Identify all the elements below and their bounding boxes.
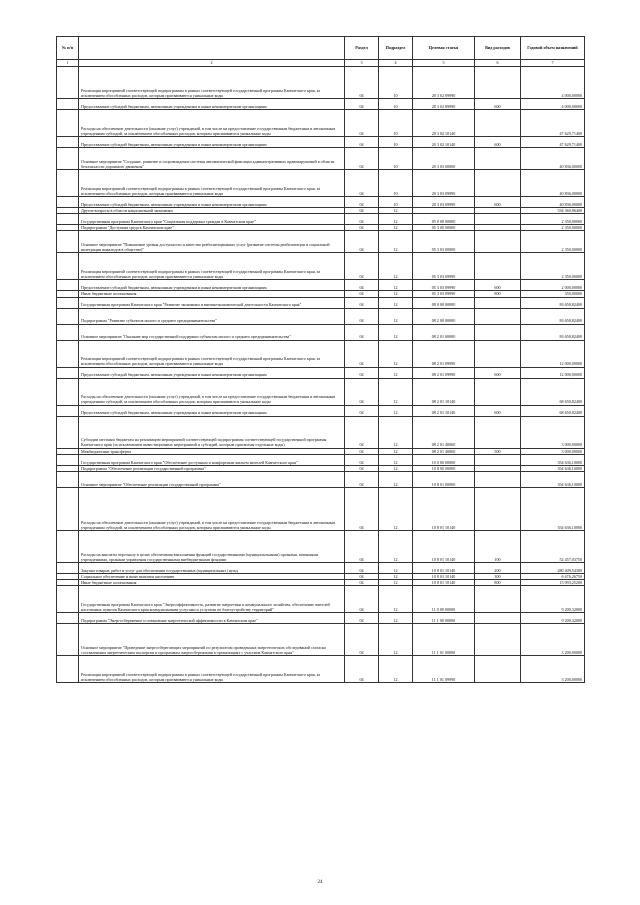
row-razdel: 04 (345, 656, 379, 683)
row-description: Расходы на обеспечение деятельности (оказание услуг) учреждений, в том числе на предоставление государственным бюджетным и автономным учреждениям субсидий, за исключением обособленных расходов, которым присваиваются уникальные коды (79, 488, 345, 531)
row-razdel: 04 (345, 340, 379, 367)
row-amount: 9 200,32000 (521, 586, 585, 613)
row-target-article: 10 8 01 10140 (413, 574, 475, 580)
row-number (57, 197, 79, 208)
row-amount: 3 000,00000 (521, 448, 585, 454)
row-razdel: 04 (345, 170, 379, 197)
row-description: Основное мероприятие "Обеспечение реализации государственной программы" (79, 472, 345, 488)
row-number (57, 563, 79, 574)
row-expense-type (475, 110, 521, 137)
row-target-article: 10 8 00 00000 (413, 465, 475, 471)
row-number (57, 99, 79, 110)
row-razdel: 04 (345, 225, 379, 231)
row-amount: 354 636,10000 (521, 488, 585, 531)
row-expense-type (475, 253, 521, 280)
row-expense-type (475, 340, 521, 367)
row-expense-type (475, 170, 521, 197)
row-podrazdel: 12 (379, 308, 413, 324)
table-row (57, 416, 585, 448)
row-description: Реализация мероприятий соответствующей подпрограммы в рамках соответствующей государственной программы Камчатского края, за исключением обособленных расходов, которым присваиваются уникальные коды (79, 253, 345, 280)
row-description: Иные бюджетные ассигнования (79, 291, 345, 297)
row-razdel: 04 (345, 488, 379, 531)
row-amount: 68 650,82400 (521, 405, 585, 416)
row-amount: 12 000,00000 (521, 340, 585, 367)
row-number (57, 378, 79, 405)
row-target-article: 08 2 01 00000 (413, 324, 475, 340)
row-target-article: 20 3 02 10140 (413, 137, 475, 148)
row-razdel: 04 (345, 110, 379, 137)
table-row (57, 110, 585, 137)
row-target-article: 05 3 03 09990 (413, 280, 475, 291)
row-number (57, 613, 79, 624)
row-expense-type (475, 231, 521, 253)
row-amount: 6 676,26750 (521, 574, 585, 580)
row-number (57, 231, 79, 253)
row-target-article: 20 3 02 09990 (413, 99, 475, 110)
table-row (57, 137, 585, 148)
row-target-article: 05 3 03 09990 (413, 291, 475, 297)
column-index: 2 (79, 60, 345, 67)
row-expense-type: 500 (475, 448, 521, 454)
row-amount: 3 000,00000 (521, 416, 585, 448)
table-row (57, 214, 585, 225)
row-razdel: 04 (345, 137, 379, 148)
row-description: Реализация мероприятий соответствующей подпрограммы в рамках соответствующей государственной программы Камчатского края, за исключением обособленных расходов, которым присваиваются уникальные коды (79, 170, 345, 197)
row-description: Иные бюджетные ассигнования (79, 580, 345, 586)
table-row (57, 488, 585, 531)
table-row (57, 378, 585, 405)
row-amount: 40 836,00000 (521, 170, 585, 197)
row-amount: 350,00000 (521, 291, 585, 297)
row-amount: 280 409,54300 (521, 563, 585, 574)
row-target-article: 08 2 01 10140 (413, 405, 475, 416)
row-description: Межбюджетные трансферты (79, 448, 345, 454)
table-row (57, 367, 585, 378)
row-expense-type (475, 308, 521, 324)
table-row (57, 148, 585, 170)
row-podrazdel: 12 (379, 448, 413, 454)
table-row (57, 624, 585, 656)
row-number (57, 297, 79, 308)
table-row (57, 170, 585, 197)
row-podrazdel: 12 (379, 324, 413, 340)
row-expense-type (475, 586, 521, 613)
row-target-article: 11 1 01 09990 (413, 656, 475, 683)
row-description: Социальное обеспечение и иные выплаты населению (79, 574, 345, 580)
table-row (57, 563, 585, 574)
row-razdel: 04 (345, 297, 379, 308)
table-row (57, 656, 585, 683)
row-expense-type: 600 (475, 367, 521, 378)
row-number (57, 170, 79, 197)
row-expense-type: 600 (475, 137, 521, 148)
row-description: Подпрограмма "Обеспечение реализации государственной программы" (79, 465, 345, 471)
row-podrazdel: 12 (379, 280, 413, 291)
row-podrazdel: 10 (379, 99, 413, 110)
column-index: 5 (413, 60, 475, 67)
row-podrazdel: 12 (379, 378, 413, 405)
row-amount: 68 650,82400 (521, 378, 585, 405)
row-podrazdel: 12 (379, 214, 413, 225)
row-target-article: 20 3 03 09990 (413, 197, 475, 208)
row-expense-type (475, 624, 521, 656)
row-amount: 40 836,00000 (521, 197, 585, 208)
row-amount: 2 350,00000 (521, 231, 585, 253)
row-podrazdel: 12 (379, 574, 413, 580)
row-podrazdel: 10 (379, 67, 413, 99)
row-podrazdel: 12 (379, 580, 413, 586)
page-number: 24 (317, 880, 323, 885)
row-target-article: 20 3 03 09990 (413, 170, 475, 197)
row-podrazdel: 12 (379, 231, 413, 253)
row-description: Основное мероприятие "Проведение энергосберегающих мероприятий по результатам проведенных энергетических обследований согласно составленным энергетическим паспортам и программам энергосбережения в организациях с участием Камчатского края" (79, 624, 345, 656)
row-target-article: 11 1 00 00000 (413, 613, 475, 624)
row-razdel: 04 (345, 448, 379, 454)
row-number (57, 656, 79, 683)
row-expense-type: 600 (475, 99, 521, 110)
row-expense-type (475, 488, 521, 531)
table-row (57, 297, 585, 308)
row-description: Предоставление субсидий бюджетным, автономным учреждениям и иным некоммерческим организациям (79, 197, 345, 208)
row-razdel: 04 (345, 531, 379, 563)
row-target-article: 20 3 03 00000 (413, 148, 475, 170)
row-description: Другие вопросы в области национальной экономики (79, 208, 345, 214)
row-number (57, 324, 79, 340)
row-expense-type: 100 (475, 531, 521, 563)
row-description: Предоставление субсидий бюджетным, автономным учреждениям и иным некоммерческим организациям (79, 405, 345, 416)
row-number (57, 586, 79, 613)
row-number (57, 472, 79, 488)
row-razdel: 04 (345, 613, 379, 624)
row-amount: 3 200,00000 (521, 624, 585, 656)
row-amount: 83 650,82400 (521, 308, 585, 324)
row-expense-type (475, 656, 521, 683)
row-target-article: 08 0 00 00000 (413, 297, 475, 308)
row-number (57, 148, 79, 170)
row-podrazdel: 12 (379, 416, 413, 448)
table-row (57, 253, 585, 280)
row-target-article: 11 0 00 00000 (413, 586, 475, 613)
row-target-article: 05 3 03 00000 (413, 231, 475, 253)
row-description: Предоставление субсидий бюджетным, автономным учреждениям и иным некоммерческим организациям (79, 99, 345, 110)
row-amount: 15 093,25200 (521, 580, 585, 586)
row-number (57, 137, 79, 148)
row-number (57, 110, 79, 137)
table-row (57, 231, 585, 253)
row-description: Расходы на обеспечение деятельности (оказание услуг) учреждений, в том числе на предоставление государственным бюджетным и автономным учреждениям субсидий, за исключением обособленных расходов, которым присваиваются уникальные коды (79, 378, 345, 405)
column-index-row (57, 60, 585, 67)
row-number (57, 280, 79, 291)
table-row (57, 99, 585, 110)
row-amount: 354 636,10000 (521, 472, 585, 488)
row-target-article: 11 1 01 00000 (413, 624, 475, 656)
row-description: Основное мероприятие "Оказание мер государственной поддержки субъектам малого и среднего предпринимательства" (79, 324, 345, 340)
row-podrazdel: 12 (379, 472, 413, 488)
row-podrazdel: 12 (379, 531, 413, 563)
row-expense-type: 600 (475, 405, 521, 416)
row-razdel: 04 (345, 308, 379, 324)
row-description: Государственная программа Камчатского края "Социальная поддержка граждан в Камчатском крае" (79, 214, 345, 225)
column-index: 6 (475, 60, 521, 67)
row-expense-type: 300 (475, 574, 521, 580)
table-row (57, 340, 585, 367)
row-razdel: 04 (345, 580, 379, 586)
table-row (57, 324, 585, 340)
row-description: Государственная программа Камчатского края "Энергоэффективность, развитие энергетики и коммунального хозяйства, обеспечение жителей населенных пунктов Камчатского края коммунальными услугами и услугами по благоустройству территорий" (79, 586, 345, 613)
row-razdel: 04 (345, 378, 379, 405)
table-row (57, 280, 585, 291)
row-razdel: 04 (345, 291, 379, 297)
row-razdel: 04 (345, 563, 379, 574)
table-row (57, 67, 585, 99)
row-expense-type: 600 (475, 280, 521, 291)
row-expense-type (475, 148, 521, 170)
row-description: Государственная программа Камчатского края "Развитие экономики и внешнеэкономической деятельности Камчатского края" (79, 297, 345, 308)
header-number: № п/п (57, 37, 79, 60)
row-amount: 4 000,00000 (521, 99, 585, 110)
row-number (57, 367, 79, 378)
row-description: Государственная программа Камчатского края "Обеспечение доступным и комфортным жильем жителей Камчатского края" (79, 454, 345, 465)
row-description: Основное мероприятие "Создание, развитие и сопровождение системы автоматической фиксации административных правонарушений в области безопасности дорожного движения" (79, 148, 345, 170)
row-podrazdel: 12 (379, 563, 413, 574)
row-razdel: 04 (345, 148, 379, 170)
row-expense-type (475, 454, 521, 465)
column-index: 3 (345, 60, 379, 67)
row-podrazdel: 12 (379, 225, 413, 231)
row-podrazdel: 12 (379, 297, 413, 308)
row-description: Субсидии местным бюджетам на реализацию мероприятий соответствующей подпрограммы соответствующей государственной программы Камчатского края (за исключением инвестиционных мероприятий и субсидий, которым присвоены отдельные коды) (79, 416, 345, 448)
row-razdel: 04 (345, 214, 379, 225)
row-description: Расходы на обеспечение деятельности (оказание услуг) учреждений, в том числе на предоставление государственным бюджетным и автономным учреждениям субсидий, за исключением обособленных расходов, которым присваиваются уникальные коды (79, 110, 345, 137)
row-target-article: 20 3 02 09990 (413, 67, 475, 99)
row-podrazdel: 12 (379, 613, 413, 624)
row-number (57, 624, 79, 656)
row-podrazdel: 12 (379, 656, 413, 683)
row-expense-type: 800 (475, 291, 521, 297)
row-description: Реализация мероприятий соответствующей подпрограммы в рамках соответствующей государственной программы Камчатского края, за исключением обособленных расходов, которым присваиваются уникальные коды (79, 656, 345, 683)
row-target-article: 10 8 01 10140 (413, 563, 475, 574)
row-expense-type (475, 214, 521, 225)
row-description: Предоставление субсидий бюджетным, автономным учреждениям и иным некоммерческим организациям (79, 137, 345, 148)
row-podrazdel: 12 (379, 465, 413, 471)
row-expense-type (475, 472, 521, 488)
row-razdel: 04 (345, 454, 379, 465)
header-expense-type: Вид расходов (475, 37, 521, 60)
row-amount: 354 636,10000 (521, 465, 585, 471)
row-expense-type: 800 (475, 580, 521, 586)
row-razdel: 04 (345, 624, 379, 656)
row-podrazdel: 12 (379, 454, 413, 465)
row-target-article: 10 0 00 00000 (413, 454, 475, 465)
column-index: 7 (521, 60, 585, 67)
row-target-article: 08 2 01 40060 (413, 448, 475, 454)
budget-table (56, 36, 585, 683)
row-podrazdel: 12 (379, 291, 413, 297)
row-podrazdel: 12 (379, 624, 413, 656)
row-razdel: 04 (345, 465, 379, 471)
row-target-article: 10 8 01 10140 (413, 580, 475, 586)
column-index: 1 (57, 60, 79, 67)
row-podrazdel: 12 (379, 405, 413, 416)
row-razdel: 04 (345, 231, 379, 253)
row-expense-type (475, 297, 521, 308)
row-number (57, 340, 79, 367)
row-target-article: 08 2 01 09990 (413, 367, 475, 378)
row-number (57, 416, 79, 448)
row-amount: 83 650,82400 (521, 297, 585, 308)
row-amount: 2 350,00000 (521, 214, 585, 225)
row-amount: 12 000,00000 (521, 367, 585, 378)
row-amount: 4 000,00000 (521, 67, 585, 99)
header-description (79, 37, 345, 60)
row-expense-type (475, 416, 521, 448)
row-razdel: 04 (345, 197, 379, 208)
row-description: Предоставление субсидий бюджетным, автономным учреждениям и иным некоммерческим организациям (79, 280, 345, 291)
row-podrazdel: 12 (379, 340, 413, 367)
row-description: Подпрограмма "Развитие субъектов малого и среднего предпринимательства" (79, 308, 345, 324)
row-podrazdel: 12 (379, 367, 413, 378)
row-amount: 2 350,00000 (521, 225, 585, 231)
row-expense-type (475, 67, 521, 99)
row-podrazdel: 12 (379, 208, 413, 214)
row-podrazdel: 10 (379, 148, 413, 170)
row-razdel: 04 (345, 280, 379, 291)
row-amount: 534 360,86400 (521, 208, 585, 214)
row-number (57, 531, 79, 563)
row-description: Реализация мероприятий соответствующей подпрограммы в рамках соответствующей государственной программы Камчатского края, за исключением обособленных расходов, которым присваиваются уникальные коды (79, 340, 345, 367)
row-target-article: 20 3 02 10140 (413, 110, 475, 137)
row-razdel: 04 (345, 367, 379, 378)
row-razdel: 04 (345, 99, 379, 110)
row-expense-type (475, 378, 521, 405)
row-razdel: 04 (345, 253, 379, 280)
table-row (57, 531, 585, 563)
row-amount: 83 650,82400 (521, 324, 585, 340)
row-amount: 2 350,00000 (521, 253, 585, 280)
header-podrazdel: Подраздел (379, 37, 413, 60)
row-number (57, 488, 79, 531)
row-description: Закупка товаров, работ и услуг для обеспечения государственных (муниципальных) нужд (79, 563, 345, 574)
header-target-article: Целевая статья (413, 37, 475, 60)
header-razdel: Раздел (345, 37, 379, 60)
row-number (57, 308, 79, 324)
table-row (57, 308, 585, 324)
row-razdel: 04 (345, 416, 379, 448)
header-row (57, 37, 585, 60)
row-amount: 354 636,10000 (521, 454, 585, 465)
row-expense-type: 600 (475, 197, 521, 208)
row-description: Подпрограмма "Доступная среда в Камчатском крае" (79, 225, 345, 231)
row-razdel: 04 (345, 208, 379, 214)
table-row (57, 472, 585, 488)
row-amount: 47 629,71400 (521, 110, 585, 137)
row-razdel: 04 (345, 67, 379, 99)
row-razdel: 04 (345, 324, 379, 340)
row-number (57, 253, 79, 280)
row-razdel: 04 (345, 472, 379, 488)
table-row (57, 613, 585, 624)
row-podrazdel: 12 (379, 586, 413, 613)
row-target-article: 08 2 01 09990 (413, 340, 475, 367)
table-body (57, 67, 585, 683)
table-row (57, 197, 585, 208)
row-podrazdel: 10 (379, 137, 413, 148)
row-target-article: 08 2 01 40060 (413, 416, 475, 448)
row-number (57, 454, 79, 465)
row-target-article: 05 3 00 00000 (413, 225, 475, 231)
row-podrazdel: 10 (379, 170, 413, 197)
row-amount: 52 457,03750 (521, 531, 585, 563)
row-description: Подпрограмма "Энергосбережение и повышение энергетической эффективности в Камчатском крае" (79, 613, 345, 624)
row-razdel: 04 (345, 586, 379, 613)
row-podrazdel: 10 (379, 197, 413, 208)
row-amount: 3 200,00000 (521, 656, 585, 683)
table-row (57, 586, 585, 613)
row-description: Основное мероприятие "Повышение уровня доступности и качества реабилитационных услуг (развитие системы реабилитации и социальной интеграции инвалидов в обществе)" (79, 231, 345, 253)
row-target-article: 10 8 01 10140 (413, 531, 475, 563)
row-podrazdel: 12 (379, 253, 413, 280)
row-amount: 40 836,00000 (521, 148, 585, 170)
row-target-article: 05 0 00 00000 (413, 214, 475, 225)
row-number (57, 214, 79, 225)
row-target-article: 08 2 00 00000 (413, 308, 475, 324)
table-row (57, 454, 585, 465)
row-amount: 9 200,32000 (521, 613, 585, 624)
row-expense-type (475, 613, 521, 624)
column-index: 4 (379, 60, 413, 67)
row-description: Расходы на выплаты персоналу в целях обеспечения выполнения функций государственными (муниципальными) органами, казенными учреждениями, органами управления государственными внебюджетными фондами (79, 531, 345, 563)
table-row (57, 405, 585, 416)
row-description: Предоставление субсидий бюджетным, автономным учреждениям и иным некоммерческим организациям (79, 367, 345, 378)
row-target-article: 05 3 03 09990 (413, 253, 475, 280)
row-target-article: 08 2 01 10140 (413, 378, 475, 405)
row-podrazdel: 10 (379, 110, 413, 137)
row-target-article: 10 8 01 10140 (413, 488, 475, 531)
row-amount: 2 000,00000 (521, 280, 585, 291)
row-number (57, 67, 79, 99)
row-amount: 47 629,71400 (521, 137, 585, 148)
row-razdel: 04 (345, 405, 379, 416)
row-razdel: 04 (345, 574, 379, 580)
row-expense-type (475, 324, 521, 340)
row-number (57, 405, 79, 416)
row-description: Реализация мероприятий соответствующей подпрограммы в рамках соответствующей государственной программы Камчатского края, за исключением обособленных расходов, которым присваиваются уникальные коды (79, 67, 345, 99)
row-target-article: 10 8 01 00000 (413, 472, 475, 488)
header-annual-amount: Годовой объем назначений (521, 37, 585, 60)
row-expense-type: 200 (475, 563, 521, 574)
row-podrazdel: 12 (379, 488, 413, 531)
